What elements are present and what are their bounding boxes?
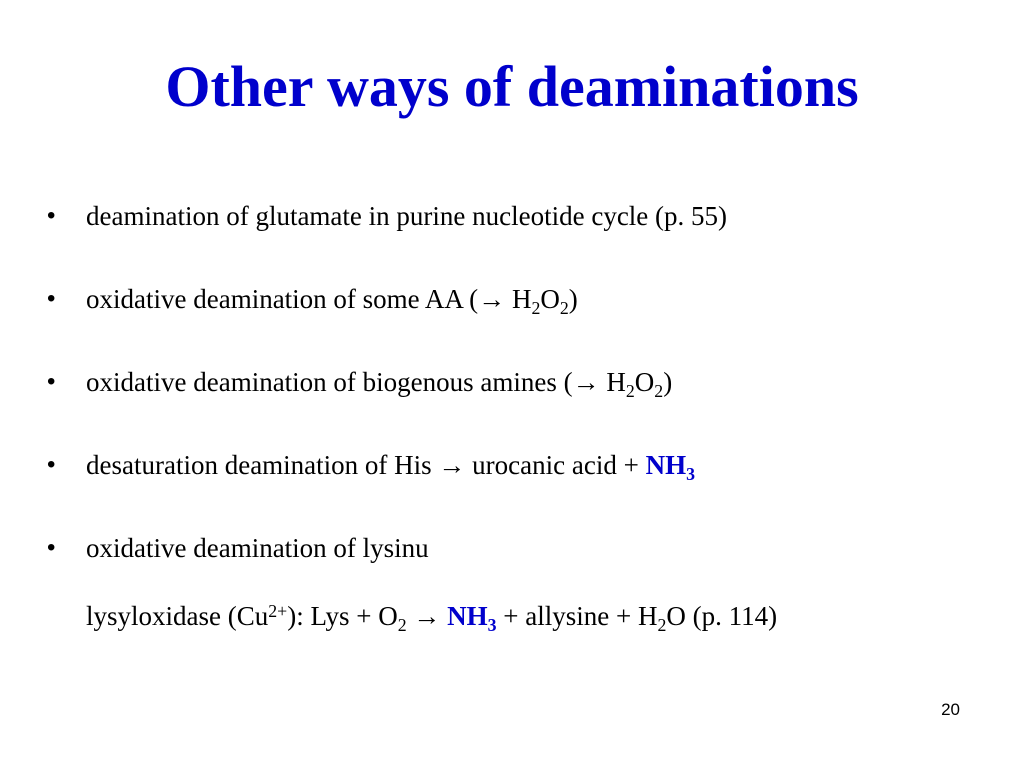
closing-paren: ) [568,284,578,314]
ammonia-formula [447,601,497,635]
bullet-item-lysine [47,528,1007,636]
bullet-icon: • [47,534,56,561]
page-reference: O (p. 114) [666,601,778,631]
subscript: 3 [487,614,497,635]
bullet-item-oxidative-amines [47,362,1007,402]
formula-o: O [378,601,398,631]
formula-nh: NH [645,450,687,480]
bullet-text: desaturation deamination of His [86,450,432,480]
arrow-icon: → [413,601,441,631]
product-text: urocanic acid [472,450,617,480]
arrow-icon: → [438,450,466,480]
bullet-text: oxidative deamination of lysinu [86,533,429,563]
bullet-icon: • [47,285,56,312]
arrow-icon: → [572,367,600,397]
bullet-icon: • [47,202,56,229]
superscript: 2+ [268,600,288,621]
bullet-text: oxidative deamination of some AA ( [86,284,479,314]
plus-sign: + [356,601,372,631]
formula-o: O [540,284,560,314]
enzyme-text: lysyloxidase (Cu [86,601,269,631]
bullet-item-his [47,445,1007,485]
bullet-item-oxidative-aa [47,279,1007,319]
bullet-text: oxidative deamination of biogenous amines ( [86,367,573,397]
substrate-text: ): Lys [287,601,350,631]
subscript: 2 [559,297,569,318]
bullet-text: deamination of glutamate in purine nucleotide cycle (p. 55) [86,201,728,231]
product-text: allysine [525,601,610,631]
formula-o: O [634,367,655,397]
bullet-icon: • [47,368,56,395]
ammonia-formula [645,450,695,484]
page-number: 20 [941,700,960,719]
plus-sign: + [615,601,632,631]
bullet-list [47,196,1007,636]
subscript: 3 [686,463,695,484]
formula-nh: NH [447,601,488,631]
formula-h: H [511,284,532,314]
plus-sign: + [623,450,639,480]
closing-paren: ) [663,367,673,397]
arrow-icon: → [478,284,506,314]
subscript: 2 [397,614,407,635]
subscript: 2 [654,380,664,401]
lysyloxidase-reaction [86,596,1007,636]
plus-sign: + [503,601,519,631]
formula-h: H [606,367,626,397]
slide-title: Other ways of deaminations [165,54,859,119]
subscript: 2 [657,614,667,635]
subscript: 2 [531,297,541,318]
formula-h: H [637,601,658,631]
subscript: 2 [625,380,635,401]
bullet-item-glutamate [47,196,1007,236]
bullet-icon: • [47,451,56,478]
